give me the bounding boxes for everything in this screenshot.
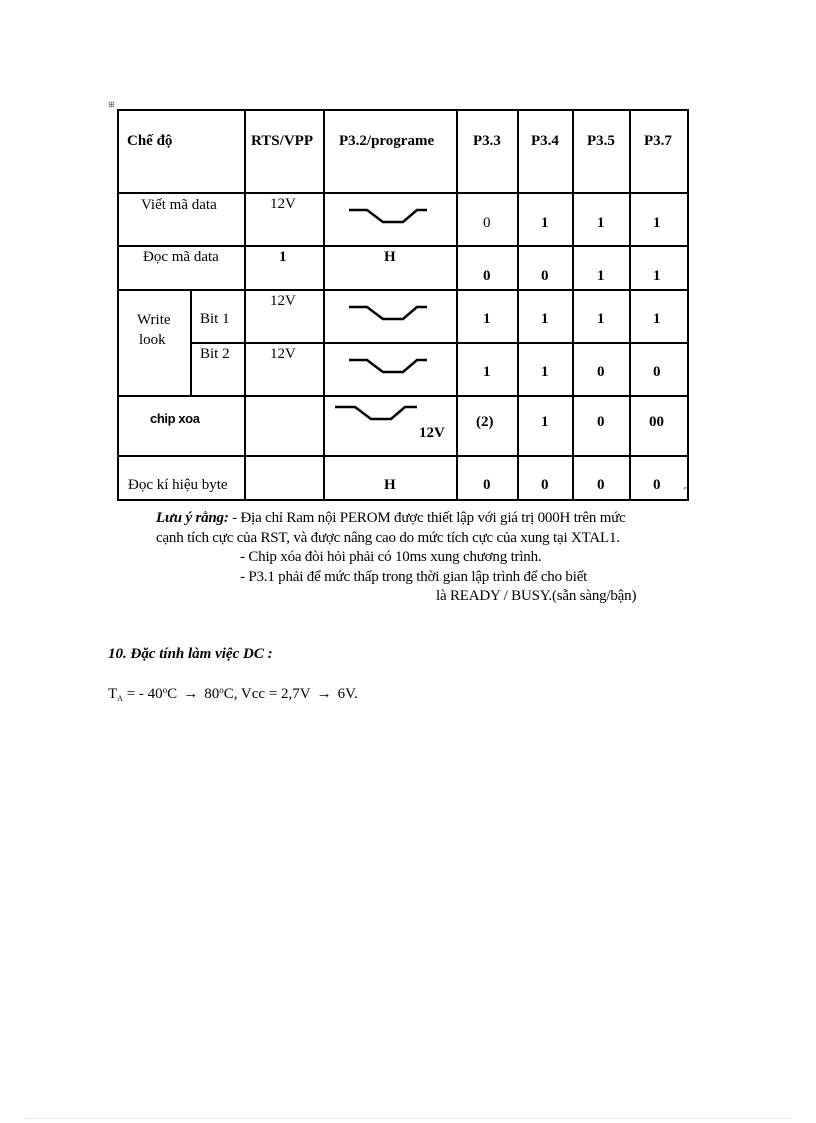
row-p34: 0 bbox=[518, 456, 573, 500]
program-pulse-icon bbox=[347, 301, 427, 323]
row-p33: 1 bbox=[457, 290, 518, 343]
table-row bbox=[118, 343, 688, 396]
row-p35: 1 bbox=[573, 246, 630, 290]
note-line-2: cạnh tích cực của RST, và được nâng cao do mức tích cực của xung tại XTAL1. bbox=[156, 530, 620, 546]
row-p33: 0 bbox=[457, 456, 518, 500]
table-row bbox=[118, 193, 688, 246]
row-p33: 0 bbox=[457, 246, 518, 290]
row-p34: 1 bbox=[518, 290, 573, 343]
program-pulse-icon bbox=[347, 354, 427, 376]
row-rts: 12V bbox=[245, 290, 324, 343]
row-mode: chip xoa bbox=[118, 396, 245, 456]
table-end-marker-icon: ⌐ bbox=[683, 484, 690, 493]
row-p32-pulse bbox=[324, 290, 457, 343]
table-row bbox=[118, 456, 688, 500]
row-p33: (2) bbox=[457, 396, 518, 456]
row-p37: 00 bbox=[630, 396, 688, 456]
programming-mode-table bbox=[117, 109, 689, 501]
row-p37: 1 bbox=[630, 193, 688, 246]
program-pulse-icon bbox=[347, 204, 427, 226]
row-mode: Viết mã data bbox=[118, 193, 245, 246]
temperature-voltage-formula: $T_A$ = - $40^oC \to 80^oC$, Vcc = 2,7V → 6V. bbox=[108, 685, 358, 703]
table-row bbox=[118, 246, 688, 290]
row-p35: 0 bbox=[573, 456, 630, 500]
row-sub-bit2: Bit 2 bbox=[191, 343, 245, 396]
arrow-right-icon: → bbox=[316, 686, 332, 702]
row-p37: 1 bbox=[630, 246, 688, 290]
header-rts-vpp: RTS/VPP bbox=[245, 110, 324, 193]
header-p32: P3.2/programe bbox=[324, 110, 457, 193]
row-mode: Đọc mã data bbox=[118, 246, 245, 290]
row-group-write-look: Write look bbox=[118, 290, 191, 396]
note-line-3: - Chip xóa đòi hỏi phải có 10ms xung chương trình. bbox=[240, 549, 542, 565]
row-p32-pulse bbox=[324, 193, 457, 246]
row-p35: 1 bbox=[573, 290, 630, 343]
row-p33: 1 bbox=[457, 343, 518, 396]
row-p37: 0 bbox=[630, 343, 688, 396]
row-rts: 12V bbox=[245, 343, 324, 396]
arrow-right-icon: → bbox=[183, 686, 199, 702]
note-label: Lưu ý rằng: bbox=[156, 510, 229, 526]
row-p35: 1 bbox=[573, 193, 630, 246]
row-p32-pulse bbox=[324, 343, 457, 396]
program-pulse-icon bbox=[333, 401, 417, 423]
section-heading: 10. Đặc tính làm việc DC : bbox=[108, 646, 273, 662]
row-p37: 0 bbox=[630, 456, 688, 500]
row-p33: 0 bbox=[457, 193, 518, 246]
note-line-5: là READY / BUSY.(sẵn sàng/bận) bbox=[436, 588, 637, 604]
note-line-4: - P3.1 phải để mức thấp trong thời gian lập trình để cho biết bbox=[240, 569, 588, 585]
table-row bbox=[118, 396, 688, 456]
row-p35: 0 bbox=[573, 343, 630, 396]
row-rts bbox=[245, 456, 324, 500]
row-rts: 12V bbox=[245, 193, 324, 246]
row-sub-bit1: Bit 1 bbox=[191, 290, 245, 343]
header-p37: P3.7 bbox=[630, 110, 688, 193]
table-row bbox=[118, 290, 688, 343]
header-p33: P3.3 bbox=[457, 110, 518, 193]
row-p35: 0 bbox=[573, 396, 630, 456]
table-anchor-icon[interactable]: ⊞ bbox=[108, 100, 115, 109]
row-p32: H bbox=[324, 246, 457, 290]
row-rts: 1 bbox=[245, 246, 324, 290]
row-p32: H bbox=[324, 456, 457, 500]
row-p32-pulse: 12V bbox=[324, 396, 457, 456]
row-mode: Đọc kí hiệu byte bbox=[118, 456, 245, 500]
row-p34: 1 bbox=[518, 396, 573, 456]
page-bottom-border bbox=[24, 1118, 792, 1119]
row-p37: 1 bbox=[630, 290, 688, 343]
row-p34: 1 bbox=[518, 343, 573, 396]
row-p34: 0 bbox=[518, 246, 573, 290]
row-rts bbox=[245, 396, 324, 456]
header-p35: P3.5 bbox=[573, 110, 630, 193]
row-p34: 1 bbox=[518, 193, 573, 246]
note-line-1: Lưu ý rằng: - Địa chỉ Ram nội PEROM được thiết lập với giá trị 000H trên mức bbox=[156, 510, 626, 526]
header-p34: P3.4 bbox=[518, 110, 573, 193]
header-mode: Chế độ bbox=[118, 110, 245, 193]
